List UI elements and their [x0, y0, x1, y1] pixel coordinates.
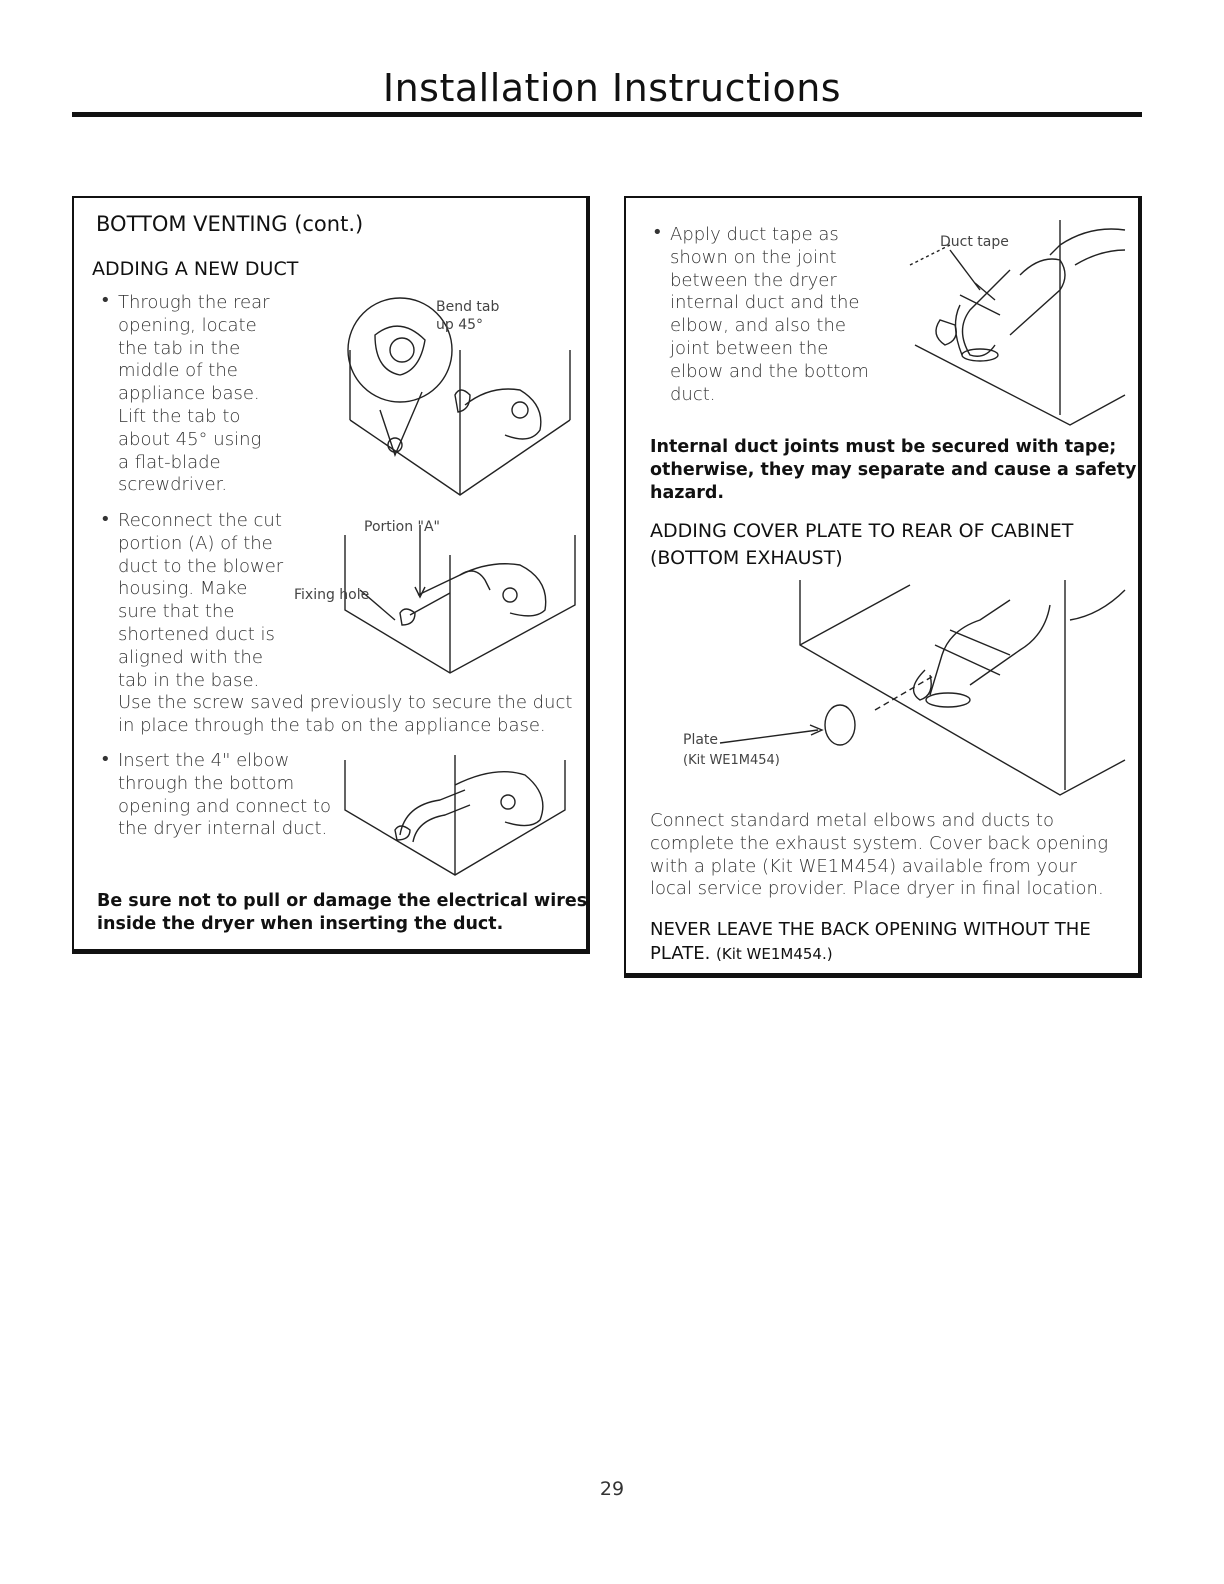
step3-text: Insert the 4" elbow through the bottom opening and connect to the dryer internal duct. — [118, 750, 331, 840]
portion-a-label: Portion "A" — [364, 519, 440, 535]
duct-joint-warning: Internal duct joints must be secured with tape; otherwise, they may separate and cause a safety hazard. — [650, 437, 1137, 503]
page-title: Installation Instructions — [382, 66, 842, 110]
bullet: • — [100, 290, 111, 311]
plate-kit-label: (Kit WE1M454) — [683, 753, 780, 768]
duct-tape-label: Duct tape — [940, 234, 1009, 250]
figure-duct-tape — [900, 215, 1130, 430]
left-warning: Be sure not to pull or damage the electrical wires inside the dryer when inserting the duct. — [97, 891, 588, 934]
fixing-hole-label: Fixing hole — [294, 587, 370, 603]
bend-tab-label: Bend tab up 45° — [436, 299, 500, 333]
subheading-new-duct: ADDING A NEW DUCT — [92, 258, 299, 280]
plate-label: Plate — [683, 732, 719, 748]
figure-insert-elbow — [345, 760, 570, 880]
step2-text: Reconnect the cut portion (A) of the duct to the blower housing. Make sure that the shortened duct is aligned with the tab in the base. Use the screw saved previously to secure the duct in place through the tab on the appliance base. — [118, 510, 573, 737]
bullet: • — [100, 509, 111, 530]
section-title: BOTTOM VENTING (cont.) — [96, 212, 364, 236]
figure-portion-a — [340, 535, 580, 675]
bullet: • — [100, 749, 111, 770]
duct-tape-step-text: Apply duct tape as shown on the joint between the dryer internal duct and the elbow, and also the joint between the elbow and the bottom duct. — [670, 224, 869, 405]
bullet: • — [652, 222, 663, 243]
never-leave-warning: NEVER LEAVE THE BACK OPENING WITHOUT THE PLATE. (Kit WE1M454.) — [650, 919, 1091, 964]
exhaust-paragraph: Connect standard metal elbows and ducts to complete the exhaust system. Cover back opening with a plate (Kit WE1M454) available from your local service provider. Place dryer in final location. — [650, 810, 1109, 900]
step1-text: Through the rear opening, locate the tab in the middle of the appliance base. Lift the tab to about 45° using a flat-blade screwdriver. — [118, 292, 270, 496]
header-rule — [72, 112, 1142, 117]
subheading-cover-plate: ADDING COVER PLATE TO REAR OF CABINET (BOTTOM EXHAUST) — [650, 520, 1074, 569]
page-number: 29 — [599, 1478, 625, 1500]
